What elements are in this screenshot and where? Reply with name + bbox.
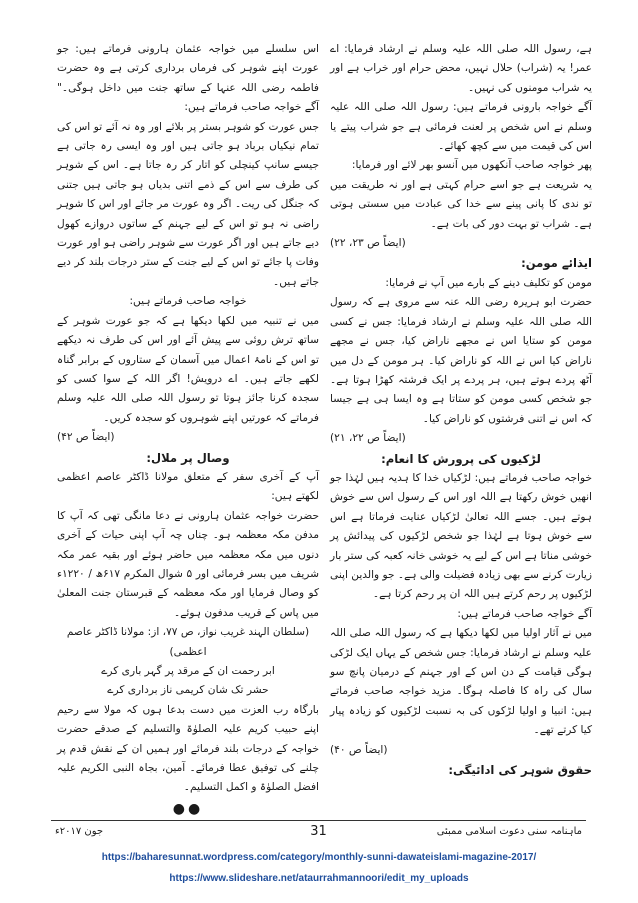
verse-line: حشر تک شان کریمی ناز برداری کرے — [107, 684, 269, 697]
left-column — [57, 40, 319, 819]
paragraph: میں نے آثار اولیا میں لکھا دیکھا ہے کہ رسول اللہ صلی اللہ علیہ وسلم نے ارشاد فرمایا: جس شخص کے یہاں ایک لڑکی ہوگی قیامت کے دن اس کے اور جہنم کے درمیان پانچ سو سال کی راہ کا فاصلہ ہوگا۔ مزید خواجہ صاحب فرماتے ہیں: انبیا و اولیا لڑکوں کی بہ نسبت لڑکیوں کو زیادہ پیار کیا کرتے تھے۔ — [330, 627, 592, 737]
section-heading: وصال پر ملال: — [146, 450, 230, 465]
paragraph: میں نے تنبیہ میں لکھا دیکھا ہے کہ جو عورت شوہر کے ساتھ ترش روئی سے پیش آئے اور اس کی طرف نہ دیکھے تو اس کے نامۂ اعمال میں آسمان کے ستاروں کے برابر گناہ لکھے جاتے ہیں۔ اے درویش! اگر اللہ کے سوا کسی کو سجدہ کرنا جائز ہوتا تو رسول اللہ صلی اللہ علیہ وسلم فرماتے کہ عورتیں اپنے شوہروں کو سجدہ کریں۔ — [57, 314, 319, 424]
paragraph: مومن کو تکلیف دینے کے بارے میں آپ نے فرمایا: — [385, 276, 592, 289]
reference: (ایضاً ص ۲۳، ۲۲) — [330, 237, 406, 250]
section-heading: ایذائے مومن: — [521, 256, 592, 271]
paragraph: آگے خواجہ صاحب فرماتے ہیں: — [457, 607, 592, 620]
footer-divider — [51, 820, 586, 821]
reference: (ایضاً ص ۴۲) — [57, 431, 115, 444]
reference: (ایضاً ص ۴۰) — [330, 743, 388, 756]
paragraph: آپ کے آخری سفر کے متعلق مولانا ڈاکٹر عاصم اعظمی لکھتے ہیں: — [57, 470, 319, 503]
paragraph: پھر خواجہ صاحب آنکھوں میں آنسو بھر لائے اور فرمایا: — [351, 159, 592, 172]
right-column — [330, 40, 592, 780]
reference: (ایضاً ص ۲۲، ۲۱) — [330, 432, 406, 445]
page-number: 31 — [310, 824, 327, 839]
magazine-name: ماہنامہ سنی دعوت اسلامی ممبئی — [436, 826, 582, 837]
page-footer — [51, 822, 586, 842]
paragraph: یہ شریعت ہے جو اسے حرام کہتی ہے اور نہ طریقت میں تو ندی کا پانی پینے سے خدا کی عبادت میں سستی ہوتی ہے۔ شراب تو بہت دور کی بات ہے۔ — [330, 178, 592, 230]
reference: (سلطان الہند غریب نواز، ص ۷۷، از: مولانا ڈاکٹر عاصم اعظمی) — [66, 626, 310, 658]
blog-link[interactable]: https://baharesunnat.wordpress.com/category/monthly-sunni-dawateislami-magazine-2017/ — [101, 852, 537, 863]
paragraph: حضرت خواجہ عثمان ہارونی نے دعا مانگی تھی کہ آپ کا مدفن مکہ معظمہ ہو۔ چناں چہ آپ اپنی حیات کے آخری دنوں میں مکہ معظمہ میں حاضر ہوئے اور بقیہ عمر مکہ شریف میں بسر فرمائی اور ۵ شوال المکرم ۶۱۷ھ / ۱۲۲۰ء کو وصال فرمایا اور مکہ معظمہ کے قبرستان جنت المعلیٰ میں پاس کے قریب مدفون ہوئے۔ — [57, 509, 319, 619]
paragraph: حضرت ابو ہریرہ رضی اللہ عنہ سے مروی ہے کہ رسول اللہ صلی اللہ علیہ وسلم نے ارشاد فرمایا: جس نے کسی مومن کو ستایا اس نے مجھے ناراض کیا، جس نے مجھے ناراض کیا اس نے اللہ کو ناراض کیا۔ ہر مومن کے دل میں آٹھ پردے ہوتے ہیں، ہر پردے پر ایک فرشتہ کھڑا ہوتا ہے۔ جو شخص کسی مومن کو ستاتا ہے وہ ایسا ہی ہے جیسا کہ اس نے اتنی فرشتوں کو ناراض کیا۔ — [330, 296, 592, 425]
section-heading: لڑکیوں کی پرورش کا انعام: — [381, 451, 541, 466]
issue-date: جون ۲۰۱۷ء — [55, 826, 104, 837]
slideshare-link[interactable]: https://www.slideshare.net/ataurrahmannoori/edit_my_uploads — [169, 873, 469, 884]
paragraph: خواجہ صاحب فرماتے ہیں: — [129, 295, 247, 308]
section-heading: حقوق شوہر کی ادائیگی: — [448, 763, 592, 778]
paragraph: خواجہ صاحب فرماتے ہیں: لڑکیاں خدا کا ہدیہ ہیں لہٰذا جو انھیں خوش رکھتا ہے اللہ اور اس کے رسول اس سے خوش ہوتے ہیں۔ جسے اللہ تعالیٰ لڑکیاں عنایت فرماتا ہے اس سے خوش ہوتا ہے لہٰذا جو شخص لڑکیوں کی پیدائش پر خوشی مناتا ہے اس کے لیے یہ خوشی خانہ کعبہ کی ستر بار زیارت کرنے سے بھی زیادہ فضیلت والی ہے۔ جو والدین اپنی لڑکیوں پر رحم کرتے ہیں اللہ ان پر رحم کرتا ہے۔ — [330, 471, 592, 601]
paragraph: بارگاہ رب العزت میں دست بدعا ہوں کہ مولا سے رحیم اپنے حبیب کریم علیہ الصلوٰۃ والتسلیم کے صدقے حضرت خواجہ کے درجات بلند فرمائے اور ہمیں ان کے نقش قدم پر چلنے کی توفیق عطا فرمائے۔ آمین، بجاہ النبی الکریم علیہ افضل الصلوٰۃ و اکمل التسلیم۔ — [57, 703, 319, 794]
paragraph: ہے، رسول اللہ صلی اللہ علیہ وسلم نے ارشاد فرمایا: اے عمر! یہ (شراب) حلال نہیں، محض حرام اور خراب ہے اور یہ شراب مومنوں کی نہیں۔ — [330, 43, 592, 94]
end-mark: ●● — [172, 800, 204, 817]
paragraph: آگے خواجہ بارونی فرماتے ہیں: رسول اللہ صلی اللہ علیہ وسلم نے اس شخص پر لعنت فرمائی ہے جو شراب پیتے یا اس کی قیمت میں سے کچھ کھائے۔ — [330, 101, 592, 153]
verse-line: ابر رحمت ان کے مرقد پر گہر باری کرے — [101, 665, 275, 677]
paragraph: اس سلسلے میں خواجہ عثمان ہارونی فرماتے ہیں: جو عورت اپنے شوہر کی فرماں برداری کرتی ہے وہ حضرت فاطمہ رضی اللہ عنہا کے ساتھ جنت میں داخل ہوگی۔" آگے خواجہ صاحب فرماتے ہیں: — [57, 43, 319, 114]
paragraph: جس عورت کو شوہر بستر پر بلائے اور وہ نہ آئے تو اس کی تمام نیکیاں برباد ہو جاتی ہیں اور وہ ایسی رہ جاتی ہے جیسے سانپ کینچلی کو اتار کر رہ جاتا ہے۔ اس کے شوہر کی طرف سے اس کے ذمے اتنی بدیاں ہو جاتی ہیں جتنی کہ جنگل کی ریت۔ اگر وہ عورت مر جائے اور اس کا شوہر راضی نہ ہو تو اس کے لیے جہنم کے ساتوں دروازے کھول دیے جاتے ہیں اور اگر عورت سے شوہر راضی ہو اور عورت وفات پا جائے تو اس کے لیے جنت کے ستر درجات بلند کر دیے جاتے ہیں۔ — [57, 120, 319, 288]
